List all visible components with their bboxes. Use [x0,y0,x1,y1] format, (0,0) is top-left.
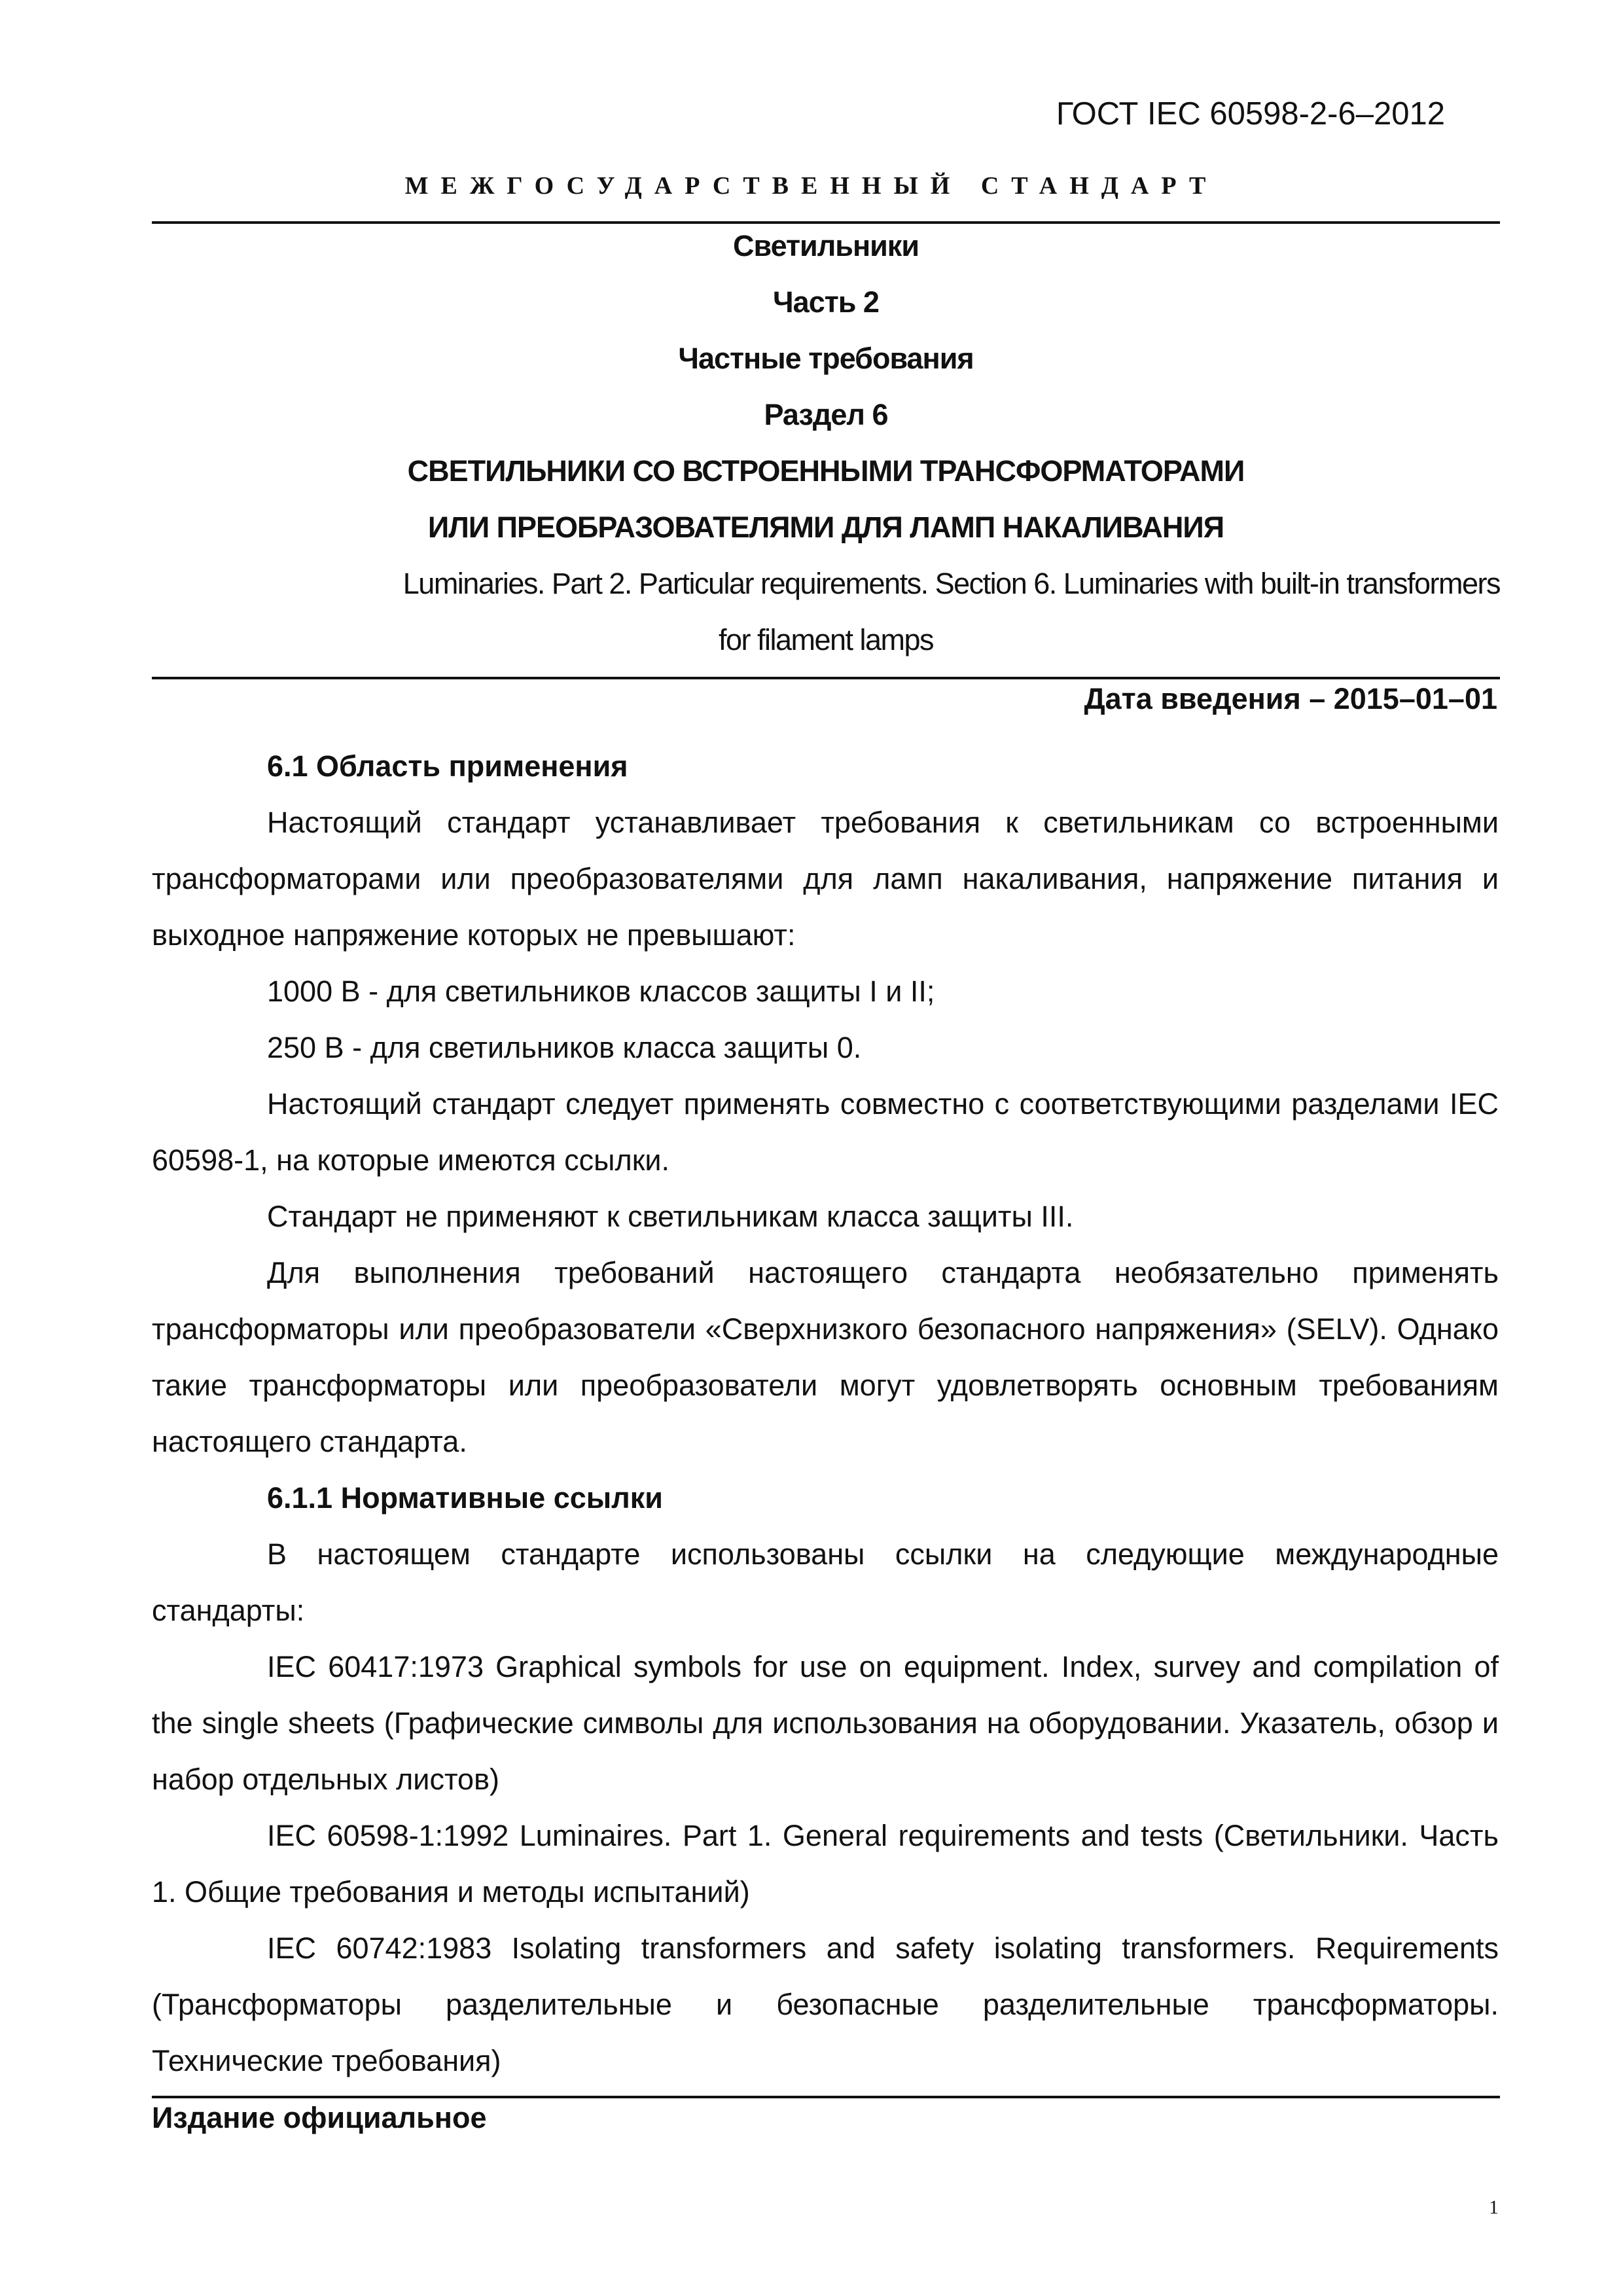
title-line-4: Раздел 6 [764,398,888,431]
reference-iec-60742: IEC 60742:1983 Isolating transformers and safety isolating transformers. Requirements (Трансформаторы разделительные и безопасные разделительные трансформаторы. Технические требования) [152,1931,1499,2077]
introduction-date: Дата введения – 2015–01–01 [1084,682,1497,715]
title-divider [152,677,1500,679]
paragraph-class-iii: Стандарт не применяют к светильникам класса защиты III. [267,1200,1074,1233]
paragraph-scope: Настоящий стандарт устанавливает требования к светильникам со встроенными трансформаторами или преобразователями для ламп накаливания, напряжение питания и выходное напряжение которых не превышают: [152,806,1499,952]
title-line-5: СВЕТИЛЬНИКИ СО ВСТРОЕННЫМИ ТРАНСФОРМАТОРАМИ [407,454,1245,488]
title-line-1: Светильники [733,229,919,262]
paragraph-references-intro: В настоящем стандарте использованы ссылки на следующие международные стандарты: [152,1537,1499,1627]
title-line-3: Частные требования [678,342,974,375]
reference-iec-60417: IEC 60417:1973 Graphical symbols for use on equipment. Index, survey and compilation of the single sheets (Графические символы для использования на оборудовании. Указатель, обзор и набор отдельных листов) [152,1650,1499,1796]
reference-iec-60598-1: IEC 60598-1:1992 Luminaires. Part 1. General requirements and tests (Светильники. Часть 1. Общие требования и методы испытаний) [152,1819,1499,1909]
section-heading-6-1-1: 6.1.1 Нормативные ссылки [267,1481,663,1515]
title-line-2: Часть 2 [773,285,879,319]
header-divider [152,221,1500,224]
paragraph-1000v: 1000 В - для светильников классов защиты I и II; [267,975,935,1008]
page-number: 1 [1489,2197,1499,2218]
official-edition-label: Издание официальное [152,2101,487,2134]
footer-divider [152,2096,1500,2098]
paragraph-250v: 250 В - для светильников класса защиты 0. [267,1031,862,1064]
english-title-line-2: for filament lamps [718,623,934,656]
title-line-6: ИЛИ ПРЕОБРАЗОВАТЕЛЯМИ ДЛЯ ЛАМП НАКАЛИВАНИЯ [427,511,1224,544]
paragraph-apply-jointly: Настоящий стандарт следует применять совместно с соответствующими разделами IEC 60598-1, на которые имеются ссылки. [152,1087,1499,1177]
section-heading-6-1: 6.1 Область применения [267,749,628,783]
interstate-standard-label: МЕЖГОСУДАРСТВЕННЫЙ СТАНДАРТ [404,172,1219,200]
english-title-line-1: Luminaries. Part 2. Particular requirements. Section 6. Luminaries with built-in transformers [402,567,1500,600]
paragraph-selv: Для выполнения требований настоящего стандарта необязательно применять трансформаторы или преобразователи «Сверхнизкого безопасного напряжения» (SELV). Однако такие трансформаторы или преобразователи могут удовлетворять основным требованиям настоящего стандарта. [152,1256,1499,1458]
standard-code: ГОСТ IEC 60598-2-6–2012 [1056,96,1445,132]
